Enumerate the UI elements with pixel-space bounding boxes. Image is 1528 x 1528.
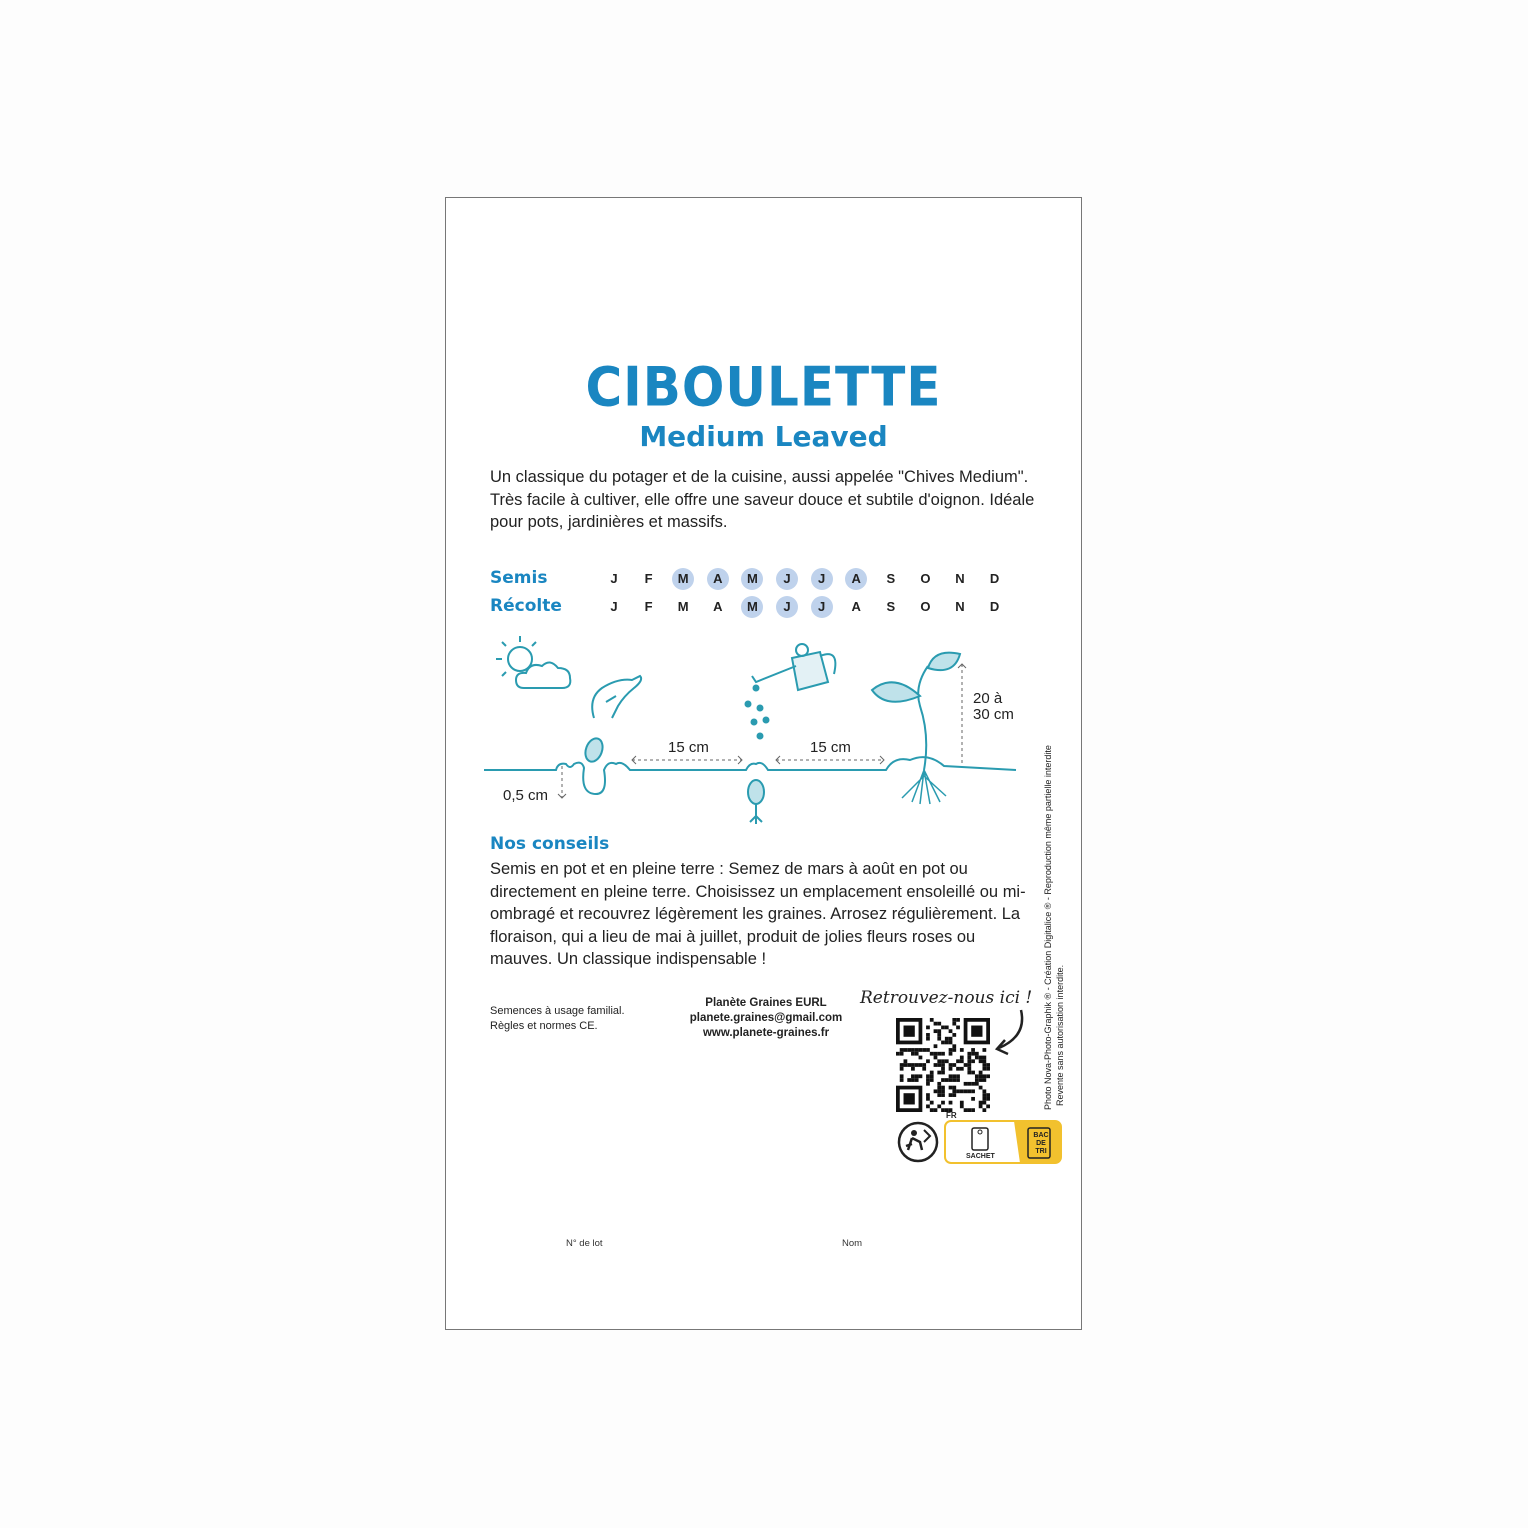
company-name: Planète Graines EURL bbox=[705, 997, 827, 1009]
month-semis-9: S bbox=[886, 571, 896, 586]
product-description: Un classique du potager et de la cuisine, aussi appelée "Chives Medium". Très facile à cultiver, elle offre une saveur douce et subtile d'oignon. Idéale pour pots, jardinières et massifs. bbox=[490, 468, 1035, 531]
month-recolte-2: F bbox=[644, 599, 653, 614]
product-title: CIBOULETTE bbox=[585, 355, 942, 419]
qr-code[interactable] bbox=[896, 1018, 990, 1112]
credits-line-1: Photo Nova-Photo-Graphik ® - Création Digitalice ® - Reproduction même partielle interdite bbox=[1043, 745, 1053, 1110]
spacing-label-2: 15 cm bbox=[810, 739, 851, 756]
month-semis-1: J bbox=[610, 571, 618, 586]
month-recolte-8: A bbox=[851, 599, 861, 614]
month-semis-4: A bbox=[707, 568, 729, 590]
month-recolte-1: J bbox=[610, 599, 618, 614]
depth-label: 0,5 cm bbox=[503, 787, 549, 804]
month-semis-5: M bbox=[741, 568, 763, 590]
month-semis-3: M bbox=[672, 568, 694, 590]
legal-notice bbox=[490, 1004, 625, 1034]
fr-tag: FR bbox=[946, 1111, 957, 1120]
triman-recycle-icon bbox=[896, 1120, 940, 1164]
month-recolte-10: O bbox=[920, 599, 931, 614]
month-recolte-5: M bbox=[741, 596, 763, 618]
company-website[interactable]: www.planete-graines.fr bbox=[702, 1027, 830, 1039]
month-recolte-4: A bbox=[713, 599, 723, 614]
name-label: Nom bbox=[842, 1238, 863, 1249]
height-label: 20 à 30 cm bbox=[973, 690, 1014, 723]
bac-de-tri-label: BAC DE TRI bbox=[1033, 1132, 1049, 1155]
spacing-label-1: 15 cm bbox=[668, 739, 709, 756]
advice-text: Semis en pot et en pleine terre : Semez de mars à août en pot ou directement en pleine terre. Choisissez un emplacement ensoleillé ou mi-ombragé et recouvrez légèrement les graines. Arrosez régulièrement. La floraison, qui a lieu de mai à juillet, produit de jolies fleurs roses ou mauves. Un classique indispensable ! bbox=[490, 860, 1026, 968]
month-semis-2: F bbox=[644, 571, 653, 586]
advice-title: Nos conseils bbox=[490, 834, 610, 854]
month-recolte-3: M bbox=[677, 599, 689, 614]
find-us-text: Retrouvez-nous ici ! bbox=[860, 988, 1033, 1008]
photo-credits bbox=[1042, 745, 1066, 1110]
month-semis-11: N bbox=[955, 571, 965, 586]
curved-arrow-icon bbox=[991, 1006, 1031, 1061]
calendar-label-recolte: Récolte bbox=[490, 596, 562, 616]
sun-cloud-icon bbox=[496, 636, 570, 688]
lot-number-label: N° de lot bbox=[566, 1238, 603, 1249]
month-semis-10: O bbox=[920, 571, 931, 586]
company-info bbox=[676, 996, 856, 1041]
month-recolte-7: J bbox=[811, 596, 833, 618]
credits-line-2: Revente sans autorisation interdite. bbox=[1055, 964, 1065, 1106]
month-recolte-11: N bbox=[955, 599, 965, 614]
month-semis-6: J bbox=[776, 568, 798, 590]
hand-icon bbox=[592, 676, 641, 718]
legal-line-1: Semences à usage familial. bbox=[490, 1005, 625, 1017]
planting-illustration bbox=[484, 626, 1034, 836]
month-recolte-9: S bbox=[886, 599, 896, 614]
sachet-label: SACHET bbox=[966, 1153, 995, 1160]
seed-packet-back bbox=[445, 197, 1082, 1330]
month-semis-8: A bbox=[845, 568, 867, 590]
month-recolte-6: J bbox=[776, 596, 798, 618]
legal-line-2: Règles et normes CE. bbox=[490, 1020, 598, 1032]
plant-icon bbox=[872, 653, 960, 804]
month-recolte-12: D bbox=[989, 599, 1000, 614]
calendar-label-semis: Semis bbox=[490, 568, 548, 588]
company-email[interactable]: planete.graines@gmail.com bbox=[689, 1012, 843, 1024]
month-semis-7: J bbox=[811, 568, 833, 590]
watering-can-icon bbox=[746, 644, 836, 739]
month-semis-12: D bbox=[989, 571, 1000, 586]
product-subtitle: Medium Leaved bbox=[639, 420, 888, 453]
